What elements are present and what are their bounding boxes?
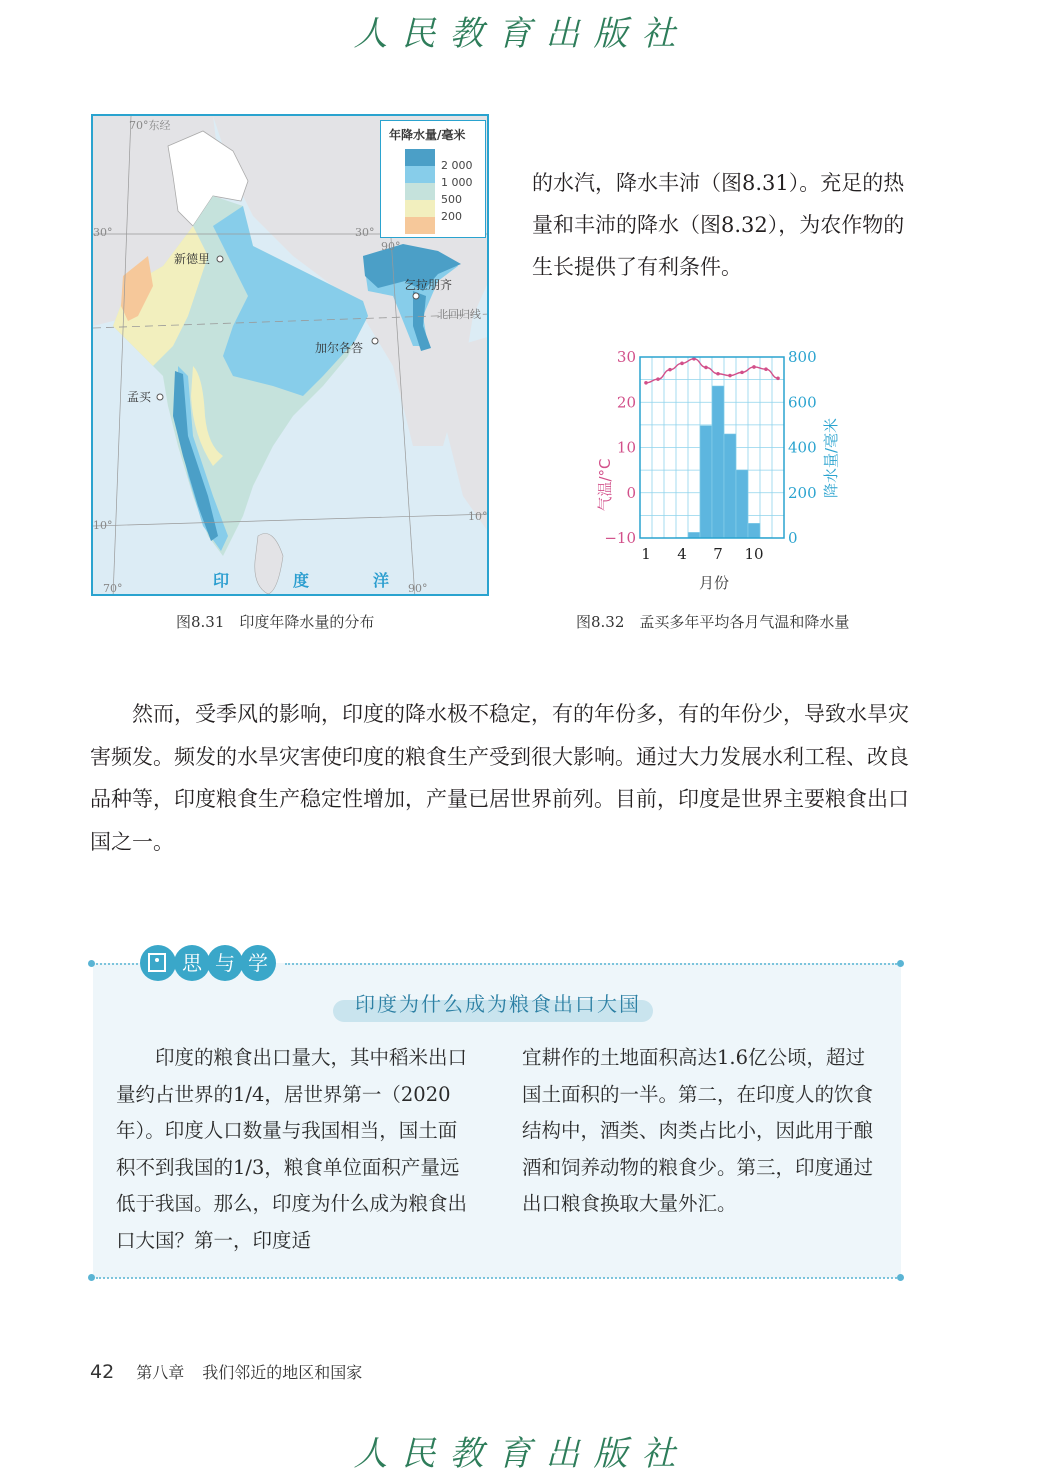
temperature-point bbox=[764, 367, 768, 371]
grid-label-70e: 70°东经 bbox=[129, 119, 171, 132]
legend-value-2000: 2 000 bbox=[441, 159, 473, 172]
dotline-top-right bbox=[285, 963, 897, 965]
box-title: 印度为什么成为粮食出口大国 bbox=[355, 992, 641, 1016]
city-label-mumbai: 孟买 bbox=[127, 390, 152, 404]
temperature-point bbox=[704, 366, 708, 370]
legend-swatch-1000-2000 bbox=[405, 166, 435, 183]
grid-label-10n-left: 10° bbox=[93, 519, 113, 532]
precipitation-bar bbox=[712, 386, 724, 538]
tropic-of-cancer-label: 北回归线 bbox=[437, 308, 481, 321]
right-tick-label: 800 bbox=[788, 348, 817, 366]
left-axis-ticks bbox=[604, 348, 636, 547]
dotline-end-left bbox=[88, 960, 95, 967]
chapter-title: 我们邻近的地区和国家 bbox=[202, 1363, 363, 1382]
precipitation-bar bbox=[748, 523, 760, 538]
right-tick-label: 200 bbox=[788, 483, 817, 502]
city-dot-kolkata bbox=[372, 338, 378, 344]
ocean-label-char-3: 洋 bbox=[373, 571, 390, 590]
notebook-icon bbox=[140, 945, 176, 981]
grid-label-90e-top: 90° bbox=[381, 240, 401, 253]
city-label-cherrapunji: 乞拉朋齐 bbox=[404, 278, 453, 292]
temperature-point bbox=[668, 368, 672, 372]
city-dot-mumbai bbox=[157, 394, 163, 400]
temperature-point bbox=[776, 376, 780, 380]
x-axis-ticks bbox=[641, 545, 763, 563]
left-tick-label: 10 bbox=[616, 438, 636, 457]
city-dot-cherrapunji bbox=[413, 293, 419, 299]
sri-lanka bbox=[255, 534, 283, 595]
legend-swatch-500-1000 bbox=[405, 183, 435, 200]
dotline-top-left bbox=[96, 963, 138, 965]
left-tick-label: 30 bbox=[616, 348, 636, 366]
temperature-point bbox=[728, 374, 732, 378]
right-axis-label: 降水量/毫米 bbox=[822, 417, 840, 499]
temperature-point bbox=[752, 365, 756, 369]
chapter-number: 第八章 bbox=[136, 1363, 185, 1382]
right-tick-label: 600 bbox=[788, 393, 817, 412]
grid-label-10n-right: 10° bbox=[468, 510, 488, 523]
city-label-new-delhi: 新德里 bbox=[174, 252, 211, 266]
left-axis-label: 气温/°C bbox=[596, 458, 614, 512]
box-column-right: 宜耕作的土地面积高达1.6亿公顷，超过国土面积的一半。第二，在印度人的饮食结构中，酒类、肉类占比小，因此用于酿酒和饲养动物的粮食少。第三，印度通过出口粮食换取大量外汇。 bbox=[522, 1046, 874, 1216]
city-dot-new-delhi bbox=[217, 256, 223, 262]
grid-label-30n-left: 30° bbox=[93, 226, 113, 239]
legend-swatch-under-200 bbox=[405, 217, 435, 234]
figure-caption-8-31: 图8.31 印度年降水量的分布 bbox=[176, 613, 375, 631]
temperature-point bbox=[644, 381, 648, 385]
precipitation-bar bbox=[724, 434, 736, 538]
left-tick-label: 0 bbox=[626, 483, 636, 502]
dotline-bottom-end-left bbox=[88, 1274, 95, 1281]
india-precipitation-map bbox=[91, 114, 489, 596]
right-axis-ticks bbox=[788, 348, 817, 547]
grid-label-30n-right: 30° bbox=[355, 226, 375, 239]
right-tick-label: 0 bbox=[788, 529, 798, 547]
dotline-bottom-end-right bbox=[897, 1274, 904, 1281]
x-tick-label: 1 bbox=[641, 545, 651, 563]
city-label-kolkata: 加尔各答 bbox=[315, 341, 364, 355]
latitude-10-line bbox=[93, 514, 489, 526]
grid-label-70e-bottom: 70° bbox=[103, 582, 123, 595]
badge-char-and: 与 bbox=[207, 945, 243, 981]
precipitation-bar bbox=[700, 426, 712, 538]
x-tick-label: 4 bbox=[677, 545, 687, 563]
dotline-bottom bbox=[96, 1277, 897, 1279]
legend-value-500: 500 bbox=[441, 193, 462, 206]
legend-swatch-200-500 bbox=[405, 200, 435, 217]
precipitation-bar bbox=[736, 470, 748, 538]
dotline-end-right bbox=[897, 960, 904, 967]
map-legend bbox=[380, 120, 486, 238]
x-axis-label: 月份 bbox=[698, 574, 730, 592]
climate-chart bbox=[590, 340, 860, 600]
legend-value-200: 200 bbox=[441, 210, 462, 223]
temperature-point bbox=[740, 371, 744, 375]
x-tick-label: 7 bbox=[713, 545, 723, 563]
box-column-left: 印度的粮食出口量大，其中稻米出口量约占世界的1/4，居世界第一（2020年）。印度人口数量与我国相当，国土面积不到我国的1/3，粮食单位面积产量远低于我国。那么，印度为什么成为粮食出口大国？第一，印度适 bbox=[116, 1046, 468, 1252]
page-number: 42 bbox=[90, 1361, 115, 1383]
body-paragraph-text: 然而，受季风的影响，印度的降水极不稳定，有的年份多，有的年份少，导致水旱灾害频发。频发的水旱灾害使印度的粮食生产受到很大影响。通过大力发展水利工程、改良品种等，印度粮食生产稳定性增加，产量已居世界前列。目前，印度是世界主要粮食出口国之一。 bbox=[90, 702, 909, 854]
legend-swatch-over-2000 bbox=[405, 149, 435, 166]
badge-char-think: 思 bbox=[174, 945, 210, 981]
ocean-label-char-1: 印 bbox=[213, 571, 230, 590]
publisher-logo-top: 人民教育出版社 bbox=[353, 14, 690, 54]
body-paragraph bbox=[90, 693, 910, 863]
badge-char-learn: 学 bbox=[240, 945, 276, 981]
temperature-point bbox=[680, 362, 684, 366]
legend-value-1000: 1 000 bbox=[441, 176, 473, 189]
left-tick-label: −10 bbox=[604, 529, 636, 547]
ocean-label-char-2: 度 bbox=[293, 571, 310, 590]
temperature-point bbox=[716, 372, 720, 376]
temperature-point bbox=[656, 377, 660, 381]
page-footer bbox=[90, 1360, 362, 1383]
left-tick-label: 20 bbox=[616, 393, 636, 412]
publisher-logo-bottom: 人民教育出版社 bbox=[353, 1434, 690, 1474]
figure-caption-8-32: 图8.32 孟买多年平均各月气温和降水量 bbox=[576, 613, 850, 631]
precipitation-bar bbox=[688, 532, 700, 538]
legend-title: 年降水量/毫米 bbox=[389, 128, 466, 142]
side-paragraph: 的水汽，降水丰沛（图8.31）。充足的热量和丰沛的降水（图8.32），为农作物的生长提供了有利条件。 bbox=[532, 171, 905, 279]
grid-label-90e-bottom: 90° bbox=[408, 582, 428, 595]
x-tick-label: 10 bbox=[744, 545, 764, 563]
right-tick-label: 400 bbox=[788, 438, 817, 457]
